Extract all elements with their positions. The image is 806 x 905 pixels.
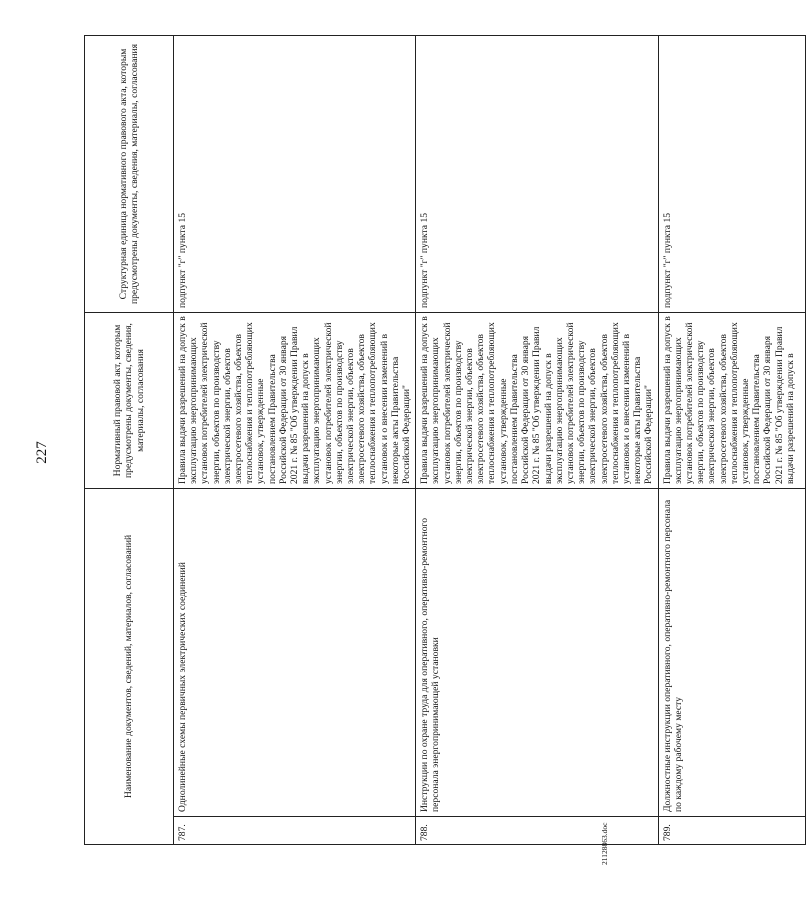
documents-table: [84, 35, 806, 845]
row-legal-act: Правила выдачи разрешений на допуск в эксплуатацию энергопринимающих установок потребителей электрической энергии, объектов по производству электрической энергии, объектов электросетевого хозяйства, объектов теплоснабжения и теплопотребляющих установок, утвержденные постановлением Правительства Российской Федерации от 30 января 2021 г. № 85 "Об утверждении Правил выдачи разрешений на допуск в эксплуатацию энергопринимающих установок потребителей электрической энергии, объектов по производству электрической энергии, объектов электросетевого хозяйства, объектов теплоснабжения и теплопотребляющих установок и о внесении изменений в некоторые акты Правительства Российской Федерации": [416, 313, 658, 489]
row-number: 789.: [658, 817, 805, 845]
row-number: 788.: [416, 817, 658, 845]
row-legal-act-text: Правила выдачи разрешений на допуск в эксплуатацию энергопринимающих установок потребителей электрической энергии, объектов по производству электрической энергии, объектов электросетевого хозяйства, объектов теплоснабжения и теплопотребляющих установок, утвержденные постановлением Правительства Российской Федерации от 30 января 2021 г. № 85 "Об утверждении Правил выдачи разрешений на допуск в: [661, 316, 796, 484]
row-structural-unit: подпункт "г" пункта 15: [174, 36, 416, 313]
row-legal-act: Правила выдачи разрешений на допуск в эксплуатацию энергопринимающих установок потребителей электрической энергии, объектов по производству электрической энергии, объектов электросетевого хозяйства, объектов теплоснабжения и теплопотребляющих установок, утвержденные постановлением Правительства Российской Федерации от 30 января 2021 г. № 85 "Об утверждении Правил выдачи разрешений на допуск в эксплуатацию энергопринимающих установок потребителей электрической энергии, объектов по производству электрической энергии, объектов электросетевого хозяйства, объектов теплоснабжения и теплопотребляющих установок и о внесении изменений в некоторые акты Правительства Российской Федерации": [174, 313, 416, 489]
file-name-footer: 21128863.doc: [600, 822, 609, 865]
header-documents-name: Наименование документов, сведений, материалов, согласований: [85, 489, 174, 845]
table-header-row: [85, 36, 174, 845]
row-document-name: Однолинейные схемы первичных электрических соединений: [174, 489, 416, 817]
table-row: [658, 36, 805, 845]
header-structural-unit: Структурная единица нормативного правового акта, которым предусмотрены документы, сведения, материалы, согласования: [85, 36, 174, 313]
row-structural-unit: подпункт "г" пункта 15: [658, 36, 805, 313]
table-row: [416, 36, 658, 845]
row-document-name: Инструкции по охране труда для оперативного, оперативно-ремонтного персонала энергопринимающей установки: [416, 489, 658, 817]
row-number: 787.: [174, 817, 416, 845]
table-row: [174, 36, 416, 845]
row-document-name: Должностные инструкции оперативного, оперативно-ремонтного персонала по каждому рабочему месту: [658, 489, 805, 817]
header-legal-act: Нормативный правовой акт, которым предусмотрены документы, сведения, материалы, согласования: [85, 313, 174, 489]
page-number: 227: [34, 441, 50, 464]
row-structural-unit: подпункт "г" пункта 15: [416, 36, 658, 313]
row-legal-act: [658, 313, 805, 489]
